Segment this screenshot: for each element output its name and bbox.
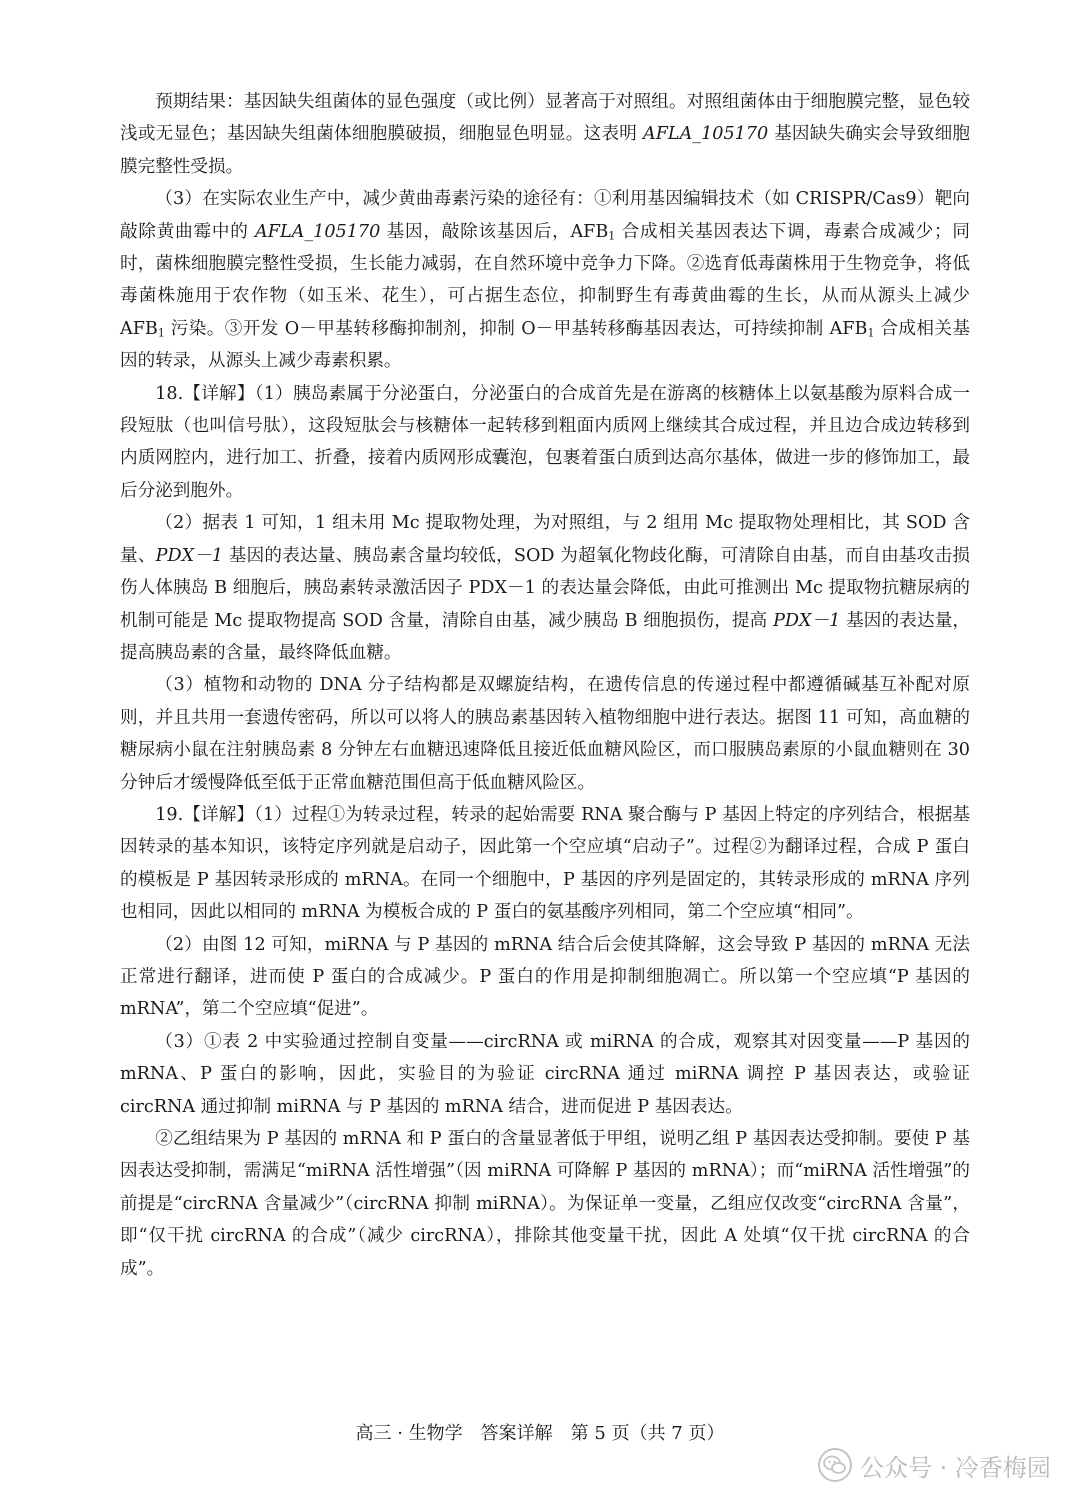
text-run: （3）①表 2 中实验通过控制自变量——circRNA 或 miRNA 的合成，观察其对因变量——P 基因的 mRNA、P 蛋白的影响，因此，实验目的为验证 circRNA 通过 miRNA 调控 P 基因表达，或验证 circRNA 通过抑制 miRNA 与 P 基因的 mRNA 结合，进而促进 P 基因表达。 bbox=[120, 1031, 970, 1117]
answer-text bbox=[120, 86, 970, 1285]
text-run: 预期结果：基因缺失组菌体的显色强度（或比例）显著高于对照组。对照组菌体由于细胞膜完整，显色较浅或无显色；基因缺失组菌体细胞膜破损，细胞显色明显。这表明 bbox=[120, 92, 970, 145]
paragraph-p6 bbox=[120, 799, 970, 929]
text-run: 基因缺失确实会导致细胞膜完整性受损。 bbox=[120, 124, 970, 177]
text-run: 基因，敲除该基因后，AFB bbox=[380, 221, 609, 242]
subscript: 1 bbox=[608, 229, 616, 243]
text-run: （2）据表 1 可知，1 组未用 Mc 提取物处理，为对照组，与 2 组用 Mc 提取物处理相比，其 SOD 含量、 bbox=[120, 513, 970, 566]
text-run: ②乙组结果为 P 基因的 mRNA 和 P 蛋白的含量显著低于甲组，说明乙组 P 基因表达受抑制。要使 P 基因表达受抑制，需满足“miRNA 活性增强”（因 miRNA 可降解 P 基因的 mRNA）；而“miRNA 活性增强”的前提是“circRNA 含量减少”（circRNA 抑制 miRNA）。为保证单一变量，乙组应仅改变“circRNA 含量”，即“仅干扰 circRNA 的合成”（减少 circRNA），排除其他变量干扰，因此 A 处填“仅干扰 circRNA 的合成”。 bbox=[120, 1129, 970, 1279]
paragraph-p4 bbox=[120, 507, 970, 669]
paragraph-p8 bbox=[120, 1026, 970, 1123]
watermark bbox=[818, 1446, 1051, 1484]
paragraph-p3 bbox=[120, 378, 970, 508]
italic-term: AFLA_105170 bbox=[642, 124, 769, 145]
text-run: （3）植物和动物的 DNA 分子结构都是双螺旋结构，在遗传信息的传递过程中都遵循碱基互补配对原则，并且共用一套遗传密码，所以可以将人的胰岛素基因转入植物细胞中进行表达。据图 11 可知，高血糖的糖尿病小鼠在注射胰岛素 8 分钟左右血糖迅速降低且接近低血糖风险区，而口服胰岛素原的小鼠血糖则在 30 分钟后才缓慢降低至低于正常血糖范围但高于低血糖风险区。 bbox=[120, 675, 970, 793]
italic-term: PDX－1 bbox=[155, 545, 223, 566]
paragraph-p1 bbox=[120, 86, 970, 183]
paragraph-p2 bbox=[120, 183, 970, 377]
paragraph-p7 bbox=[120, 929, 970, 1026]
paragraph-p5 bbox=[120, 669, 970, 799]
text-run: 19.【详解】（1）过程①为转录过程，转录的起始需要 RNA 聚合酶与 P 基因上特定的序列结合，根据基因转录的基本知识，该特定序列就是启动子，因此第一个空应填“启动子”。过程②为翻译过程，合成 P 蛋白的模板是 P 基因转录形成的 mRNA。在同一个细胞中，P 基因的序列是固定的，其转录形成的 mRNA 序列也相同，因此以相同的 mRNA 为模板合成的 P 蛋白的氨基酸序列相同，第二个空应填“相同”。 bbox=[120, 804, 970, 923]
text-run: 18.【详解】（1）胰岛素属于分泌蛋白，分泌蛋白的合成首先是在游离的核糖体上以氨基酸为原料合成一段短肽（也叫信号肽），这段短肽会与核糖体一起转移到粗面内质网上继续其合成过程，并且边合成边转移到内质网腔内，进行加工、折叠，接着内质网形成囊泡，包裹着蛋白质到达高尔基体，做进一步的修饰加工，最后分泌到胞外。 bbox=[120, 383, 970, 501]
italic-term: AFLA_105170 bbox=[255, 221, 381, 242]
italic-term: PDX－1 bbox=[773, 610, 841, 631]
text-run: 基因的表达量，提高胰岛素的含量，最终降低血糖。 bbox=[120, 610, 971, 663]
subscript: 1 bbox=[867, 326, 875, 340]
watermark-text: 公众号 · 冷香梅园 bbox=[860, 1453, 1051, 1482]
text-run: （3）在实际农业生产中，减少黄曲毒素污染的途径有：①利用基因编辑技术（如 CRISPR/Cas9）靶向敲除黄曲霉中的 bbox=[120, 189, 970, 242]
text-run: 合成相关基因的转录，从源头上减少毒素积累。 bbox=[120, 318, 970, 372]
wechat-icon bbox=[818, 1448, 852, 1482]
text-run: （2）由图 12 可知，miRNA 与 P 基因的 mRNA 结合后会使其降解，这会导致 P 基因的 mRNA 无法正常进行翻译，进而使 P 蛋白的合成减少。P 蛋白的作用是抑制细胞凋亡。所以第一个空应填“P 基因的 mRNA”，第二个空应填“促进”。 bbox=[120, 934, 970, 1020]
page-footer: 高三 · 生物学 答案详解 第 5 页（共 7 页） bbox=[355, 1423, 725, 1444]
text-run: 污染。③开发 O－甲基转移酶抑制剂，抑制 O－甲基转移酶基因表达，可持续抑制 AFB bbox=[164, 318, 868, 339]
text-run: 合成相关基因表达下调，毒素合成减少；同时，菌株细胞膜完整性受损，生长能力减弱，在自然环境中竞争力下降。②选育低毒菌株用于生物竞争，将低毒菌株施用于农作物（如玉米、花生），可占据生态位，抑制野生有毒黄曲霉的生长，从而从源头上减少 AFB bbox=[120, 221, 971, 339]
subscript: 1 bbox=[157, 326, 165, 340]
text-run: 基因的表达量、胰岛素含量均较低，SOD 为超氧化物歧化酶，可清除自由基，而自由基攻击损伤人体胰岛 B 细胞后，胰岛素转录激活因子 PDX－1 的表达量会降低，由此可推测出 Mc 提取物抗糖尿病的机制可能是 Mc 提取物提高 SOD 含量，清除自由基，减少胰岛 B 细胞损伤，提高 bbox=[120, 545, 970, 631]
paragraph-p9 bbox=[120, 1123, 970, 1285]
